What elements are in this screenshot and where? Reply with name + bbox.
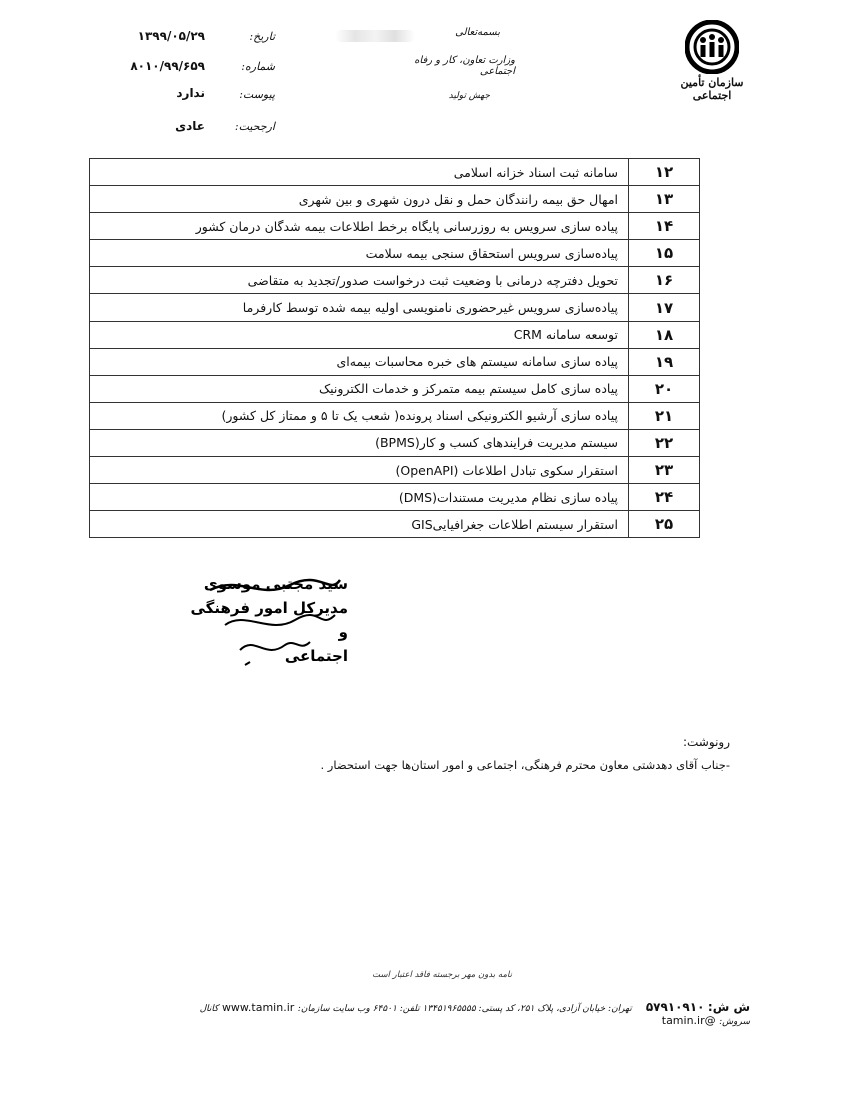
- row-number: ۲۵: [629, 511, 700, 538]
- signer-title-line1: مدیرکل امور فرهنگی و: [190, 599, 348, 641]
- number-label: شماره:: [241, 60, 275, 73]
- table-row: [90, 294, 700, 321]
- row-description: پیاده سازی آرشیو الکترونیکی اسناد پرونده( شعب یک تا ۵ و ممتاز کل کشور): [90, 402, 629, 429]
- basmala: بسمه‌تعالی: [455, 27, 500, 38]
- signer-name: سید مجتبی موسوی: [203, 575, 348, 593]
- channel-label: کانال سروش:: [199, 1004, 750, 1027]
- redacted-area: [335, 30, 415, 42]
- row-number: ۱۶: [629, 267, 700, 294]
- table-row: [90, 321, 700, 348]
- priority-label: ارجحیت:: [234, 120, 275, 133]
- date-label: تاریخ:: [249, 30, 275, 43]
- row-description: پیاده سازی کامل سیستم بیمه متمرکز و خدمات الکترونیک: [90, 375, 629, 402]
- row-description: تحویل دفترچه درمانی با وضعیت ثبت درخواست صدور/تجدید به متقاضی: [90, 267, 629, 294]
- row-description: پیاده‌سازی سرویس غیرحضوری نامنویسی اولیه بیمه شده توسط کارفرما: [90, 294, 629, 321]
- address-text: تهران: خیابان آزادی، پلاک ۲۵۱، کد پستی: ۱۳۴۵۱۹۶۵۵۵۵ تلفن: ۶۴۵۰۱ وب سایت سازمان:: [297, 1004, 632, 1014]
- channel-link[interactable]: @tamin.ir: [661, 1014, 716, 1027]
- footer-contact: [190, 1000, 750, 1027]
- projects-table: [89, 158, 700, 538]
- website-link[interactable]: www.tamin.ir: [221, 1001, 295, 1014]
- row-description: استقرار سیستم اطلاعات جغرافیاییGIS: [90, 511, 629, 538]
- row-number: ۲۴: [629, 484, 700, 511]
- table-row: [90, 240, 700, 267]
- row-number: ۱۷: [629, 294, 700, 321]
- date-value: ۱۳۹۹/۰۵/۲۹: [137, 29, 205, 43]
- organization-name: سازمان تأمین اجتماعی: [680, 76, 744, 102]
- organization-logo: [662, 20, 762, 110]
- number-value: ۸۰۱۰/۹۹/۶۵۹: [130, 59, 205, 73]
- row-number: ۲۳: [629, 457, 700, 484]
- row-description: پیاده سازی نظام مدیریت مستندات(DMS): [90, 484, 629, 511]
- table-row: [90, 402, 700, 429]
- table-row: [90, 159, 700, 186]
- postal-code: ۵۷۹۱۰۹۱۰: [645, 1000, 705, 1014]
- row-description: استقرار سکوی تبادل اطلاعات (OpenAPI): [90, 457, 629, 484]
- table-row: [90, 429, 700, 456]
- table-row: [90, 267, 700, 294]
- tamin-logo-icon: [685, 20, 739, 74]
- row-number: ۲۰: [629, 375, 700, 402]
- table-row: [90, 511, 700, 538]
- row-number: ۱۲: [629, 159, 700, 186]
- signer-title-line2: اجتماعی: [284, 647, 348, 665]
- year-motto: جهش تولید: [448, 91, 490, 101]
- row-number: ۱۳: [629, 186, 700, 213]
- table-row: [90, 348, 700, 375]
- row-description: سامانه ثبت اسناد خزانه اسلامی: [90, 159, 629, 186]
- table-row: [90, 457, 700, 484]
- table-row: [90, 213, 700, 240]
- priority-value: عادی: [175, 119, 205, 133]
- footer-validity-note: نامه بدون مهر برجسته فاقد اعتبار است: [372, 970, 512, 980]
- postal-prefix: ش ش:: [707, 1000, 750, 1014]
- row-description: پیاده سازی سامانه سیستم های خبره محاسبات بیمه‌ای: [90, 348, 629, 375]
- row-description: سیستم مدیریت فرایندهای کسب و کار(BPMS): [90, 429, 629, 456]
- row-number: ۱۴: [629, 213, 700, 240]
- ministry-name: وزارت تعاون، کار و رفاه اجتماعی: [414, 55, 515, 77]
- cc-label: رونوشت:: [682, 735, 730, 749]
- row-description: امهال حق بیمه رانندگان حمل و نقل درون شهری و بین شهری: [90, 186, 629, 213]
- attachment-value: ندارد: [176, 86, 205, 100]
- row-description: پیاده سازی سرویس به روزرسانی پایگاه برخط اطلاعات بیمه شدگان درمان کشور: [90, 213, 629, 240]
- row-number: ۱۸: [629, 321, 700, 348]
- row-number: ۲۲: [629, 429, 700, 456]
- row-number: ۱۵: [629, 240, 700, 267]
- row-number: ۲۱: [629, 402, 700, 429]
- table-row: [90, 375, 700, 402]
- row-number: ۱۹: [629, 348, 700, 375]
- attachment-label: پیوست:: [239, 88, 275, 101]
- row-description: توسعه سامانه CRM: [90, 321, 629, 348]
- table-row: [90, 186, 700, 213]
- row-description: پیاده‌سازی سرویس استحقاق سنجی بیمه سلامت: [90, 240, 629, 267]
- cc-recipient: -جناب آقای دهدشتی معاون محترم فرهنگی، اجتماعی و امور استان‌ها جهت استحضار .: [320, 758, 730, 772]
- table-row: [90, 484, 700, 511]
- handwritten-signature: [200, 570, 350, 670]
